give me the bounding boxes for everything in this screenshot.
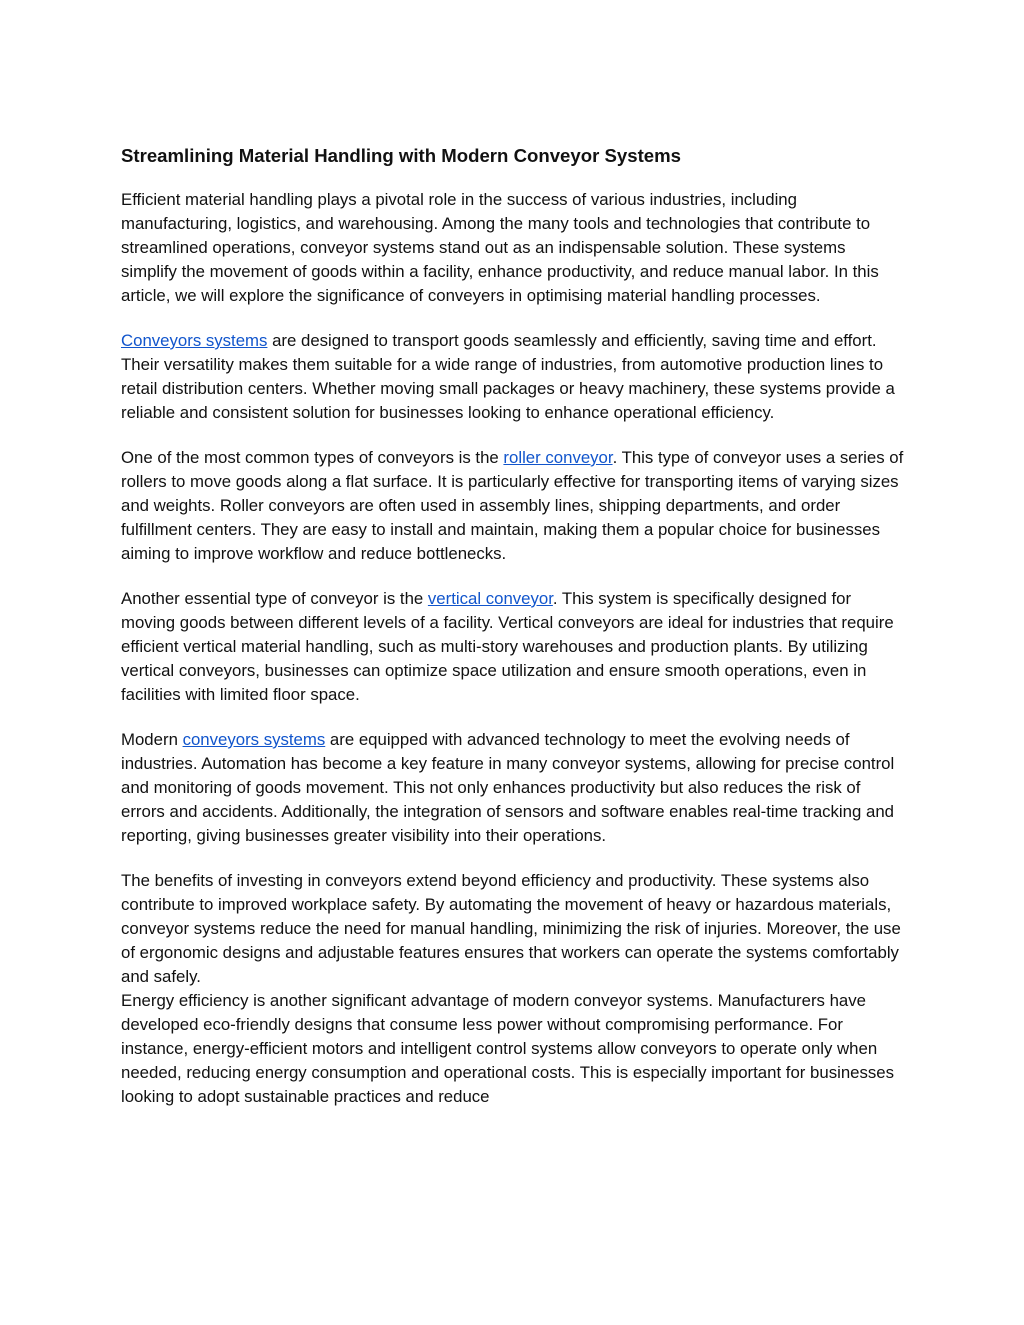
paragraph-text: are equipped with advanced technology to meet the evolving needs of industries. Automation has become a key feature in many conveyor systems, allowing for precise control and monitoring of goods movement. This not only enhances productivity but also reduces the risk of errors and accidents. Additionally, the integration of sensors and software enables real-time tracking and reporting, giving businesses greater visibility into their operations.: [121, 730, 895, 845]
paragraph-text: One of the most common types of conveyors is the: [121, 448, 504, 467]
paragraph-vertical-conveyor: [121, 587, 906, 707]
paragraph-text: Another essential type of conveyor is the: [121, 589, 428, 608]
paragraph-benefits: The benefits of investing in conveyors extend beyond efficiency and productivity. These systems also contribute to improved workplace safety. By automating the movement of heavy or hazardous materials, conveyor systems reduce the need for manual handling, minimizing the risk of injuries. Moreover, the use of ergonomic designs and adjustable features ensures that workers can operate the systems comfortably and safely.: [121, 871, 901, 986]
paragraph-modern-conveyors: [121, 728, 906, 848]
paragraph-text: are designed to transport goods seamlessly and efficiently, saving time and effort. Their versatility makes them suitable for a wide range of industries, from automotive production lines to retail distribution centers. Whether moving small packages or heavy machinery, these systems provide a reliable and consistent solution for businesses looking to enhance operational efficiency.: [121, 331, 895, 422]
document-title: Streamlining Material Handling with Modern Conveyor Systems: [121, 145, 681, 166]
paragraph-energy-efficiency: Energy efficiency is another significant advantage of modern conveyor systems. Manufacturers have developed eco-friendly designs that consume less power without compromising performance. For instance, energy-efficient motors and intelligent control systems allow conveyors to operate only when needed, reducing energy consumption and operational costs. This is especially important for businesses looking to adopt sustainable practices and reduce: [121, 991, 895, 1106]
document-page: [121, 144, 906, 1109]
paragraph-intro: Efficient material handling plays a pivotal role in the success of various industries, including manufacturing, logistics, and warehousing. Among the many tools and technologies that contribute to streamlined operations, conveyor systems stand out as an indispensable solution. These systems simplify the movement of goods within a facility, enhance productivity, and reduce manual labor. In this article, we will explore the significance of conveyers in optimising material handling processes.: [121, 190, 879, 305]
paragraph-text: . This system is specifically designed for moving goods between different levels of a facility. Vertical conveyors are ideal for industries that require efficient vertical material handling, such as multi-story warehouses and production plants. By utilizing vertical conveyors, businesses can optimize space utilization and ensure smooth operations, even in facilities with limited floor space.: [121, 589, 894, 704]
conveyors-systems-link-2[interactable]: conveyors systems: [182, 730, 326, 749]
conveyors-systems-link[interactable]: Conveyors systems: [121, 331, 268, 350]
vertical-conveyor-link[interactable]: vertical conveyor: [427, 589, 553, 608]
roller-conveyor-link[interactable]: roller conveyor: [503, 448, 613, 467]
paragraph-text: . This type of conveyor uses a series of rollers to move goods along a flat surface. It is particularly effective for transporting items of varying sizes and weights. Roller conveyors are often used in assembly lines, shipping departments, and order fulfillment centers. They are easy to install and maintain, making them a popular choice for businesses aiming to improve workflow and reduce bottlenecks.: [121, 448, 904, 563]
paragraph-text: Modern: [121, 730, 183, 749]
paragraph-conveyors-systems: [121, 329, 906, 425]
paragraph-roller-conveyor: [121, 446, 906, 566]
